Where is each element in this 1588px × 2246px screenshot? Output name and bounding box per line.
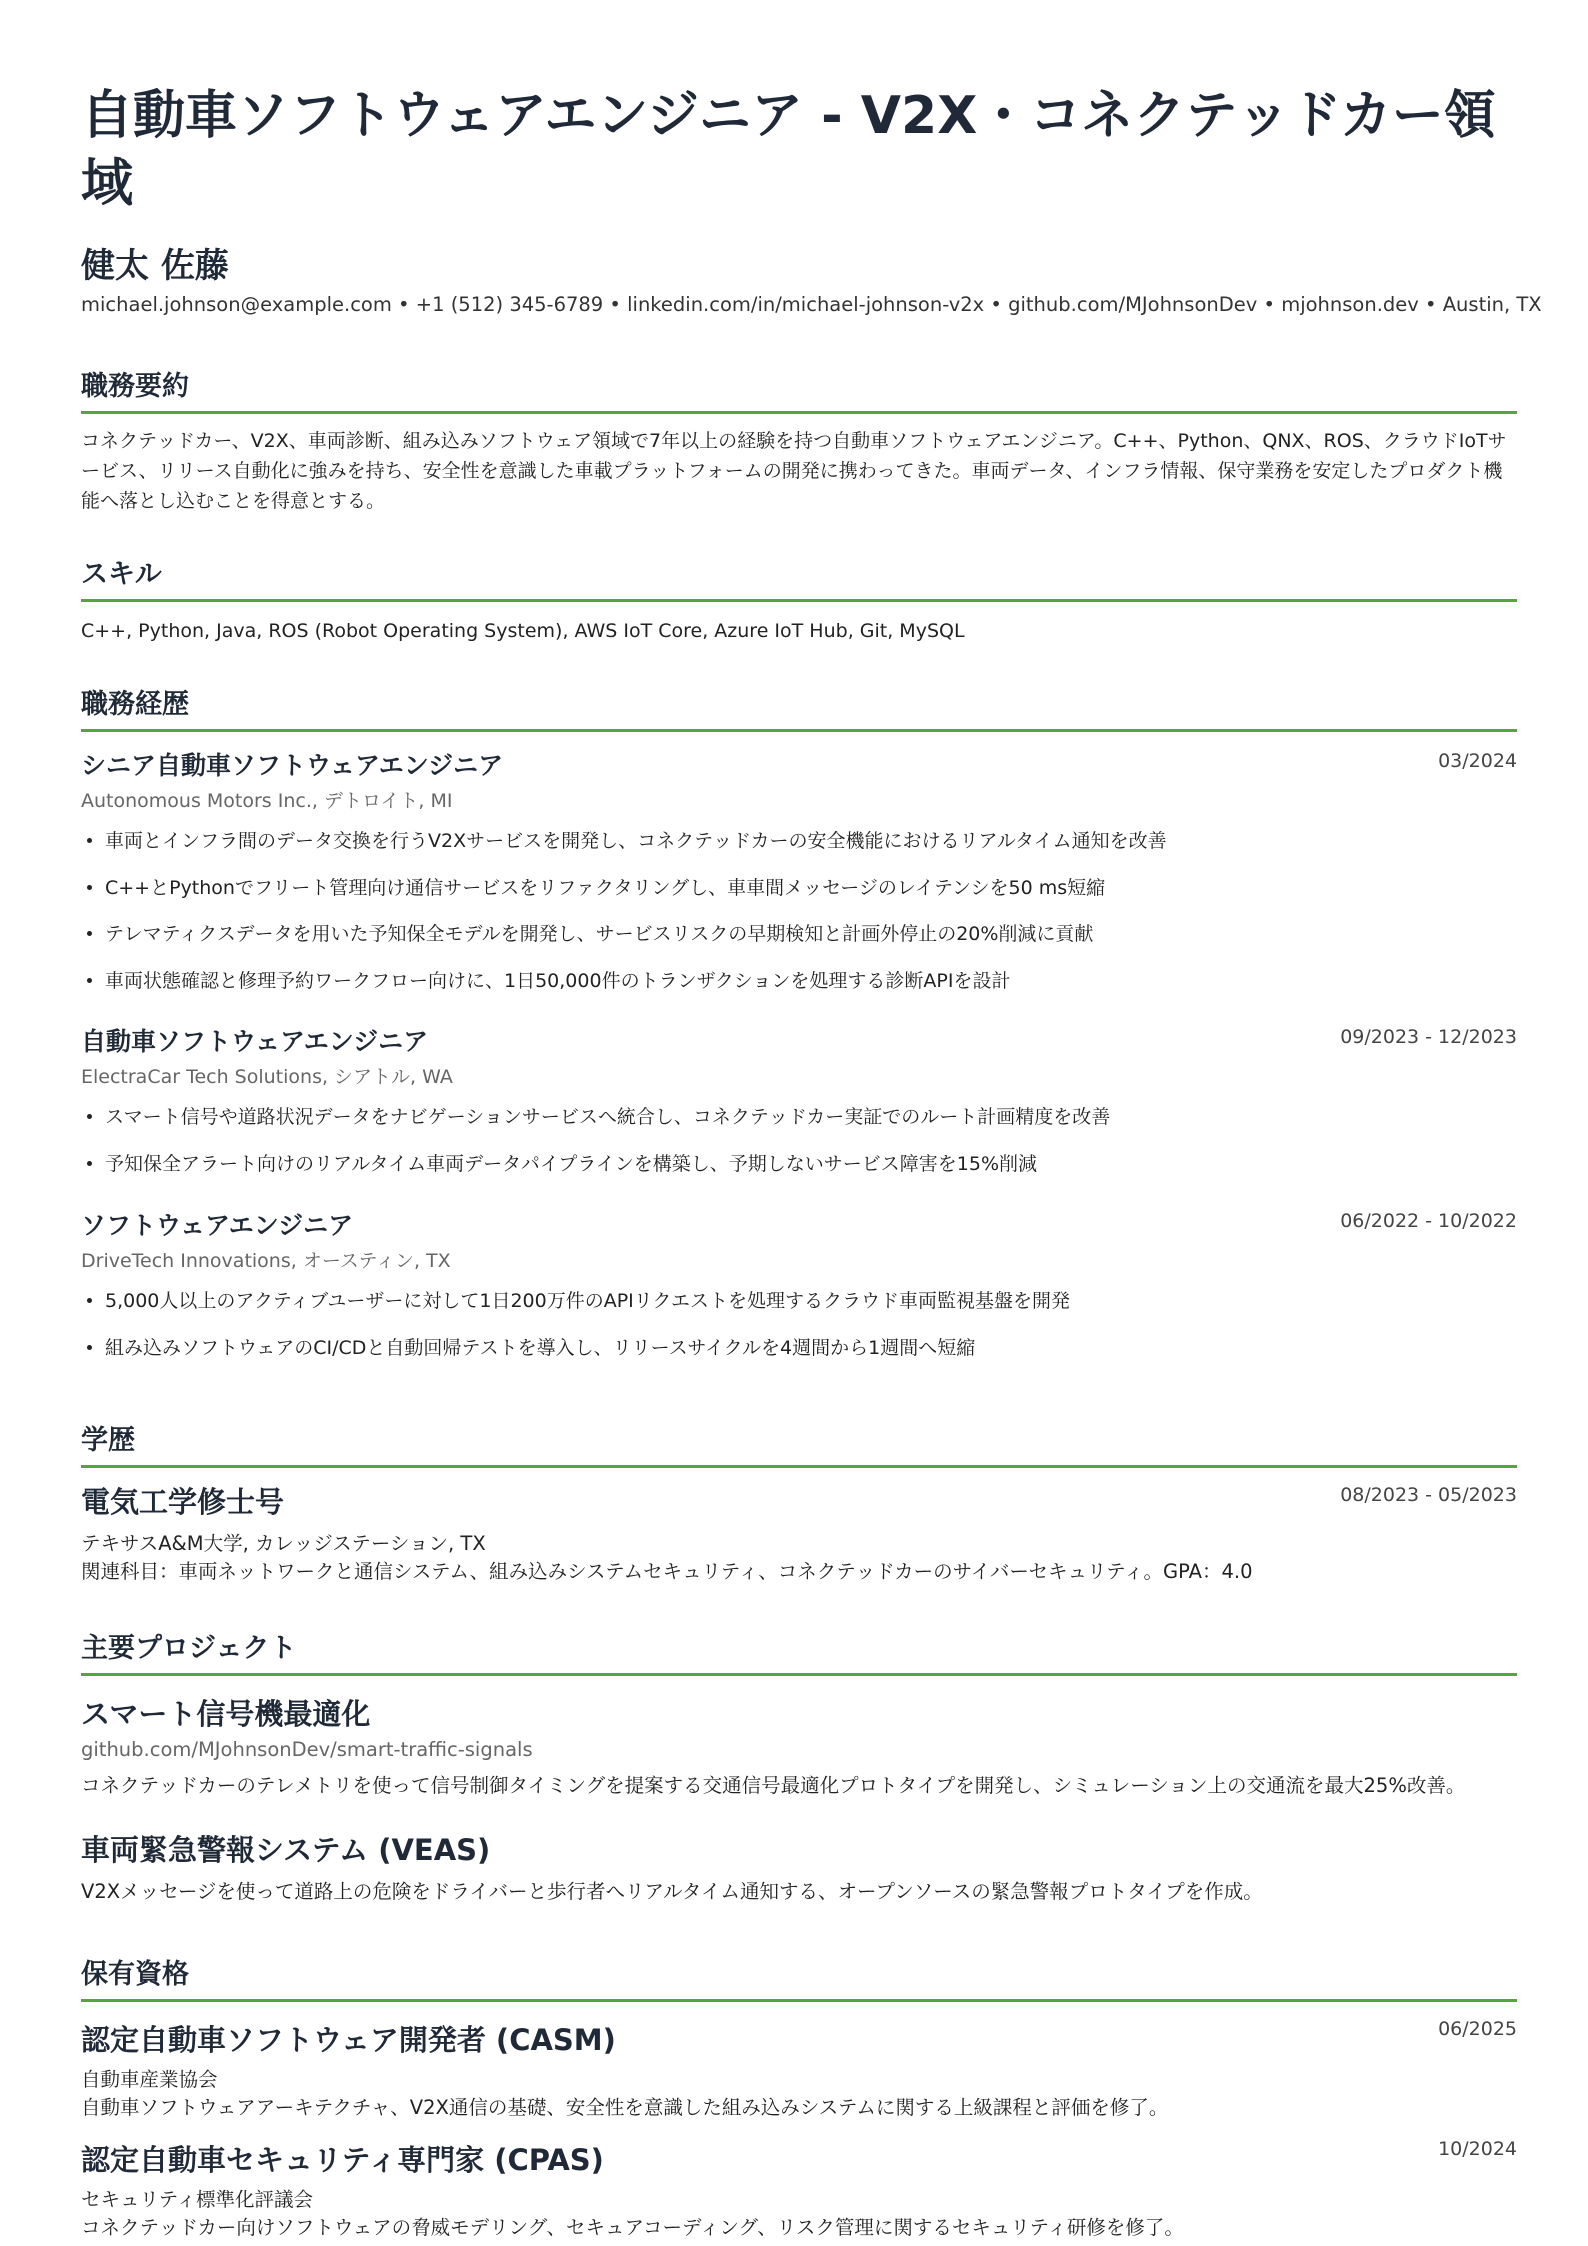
school-name: テキサスA&M大学, カレッジステーション, TX bbox=[81, 1532, 486, 1555]
list-item: 組み込みソフトウェアのCI/CDと自動回帰テストを導入し、リリースサイクルを4週間から1週間へ短縮 bbox=[81, 1325, 1517, 1372]
section-heading-skills: スキル bbox=[81, 552, 1517, 602]
job-date: 09/2023 - 12/2023 bbox=[1340, 1026, 1517, 1048]
resume-title: 自動車ソフトウェアエンジニア - V2X・コネクテッドカー領域 bbox=[81, 86, 1496, 214]
list-item: 車両とインフラ間のデータ交換を行うV2Xサービスを開発し、コネクテッドカーの安全機能におけるリアルタイム通知を改善 bbox=[81, 818, 1517, 865]
list-item: テレマティクスデータを用いた予知保全モデルを開発し、サービスリスクの早期検知と計画外停止の20%削減に貢献 bbox=[81, 911, 1517, 958]
bullet-icon bbox=[87, 885, 92, 890]
summary-text: コネクテッドカー、V2X、車両診断、組み込みソフトウェア領域で7年以上の経験を持つ自動車ソフトウェアエンジニア。C++、Python、QNX、ROS、クラウドIoTサービス、リリース自動化に強みを持ち、安全性を意識した車載プラットフォームの開発に携わってきた。車両データ、インフラ情報、保守業務を安定したプロダクト機能へ落とし込むことを得意とする。 bbox=[81, 430, 1507, 512]
job-title: 自動車ソフトウェアエンジニア bbox=[81, 1027, 429, 1056]
certification-issuer: 自動車産業協会 bbox=[81, 2068, 218, 2091]
education-courses: 関連科目：車両ネットワークと通信システム、組み込みシステムセキュリティ、コネクテッドカーのサイバーセキュリティ。GPA：4.0 bbox=[81, 1560, 1253, 1583]
list-item: 車両状態確認と修理予約ワークフロー向けに、1日50,000件のトランザクションを処理する診断APIを設計 bbox=[81, 958, 1517, 1005]
candidate-name: 健太 佐藤 bbox=[81, 246, 229, 286]
section-heading-summary: 職務要約 bbox=[81, 364, 1517, 414]
certification-description: コネクテッドカー向けソフトウェアの脅威モデリング、セキュアコーディング、リスク管理に関するセキュリティ研修を修了。 bbox=[81, 2216, 1184, 2239]
education-date: 08/2023 - 05/2023 bbox=[1340, 1484, 1517, 1506]
job-company: ElectraCar Tech Solutions, シアトル, WA bbox=[81, 1066, 453, 1088]
skills-text: C++, Python, Java, ROS (Robot Operating System), AWS IoT Core, Azure IoT Hub, Git, MySQL bbox=[81, 620, 965, 642]
job-bullets bbox=[81, 818, 1517, 1004]
job-bullets bbox=[81, 1094, 1517, 1187]
bullet-icon bbox=[87, 978, 92, 983]
project-description: V2Xメッセージを使って道路上の危険をドライバーと歩行者へリアルタイム通知する、オープンソースの緊急警報プロトタイプを作成。 bbox=[81, 1880, 1263, 1903]
project-title: スマート信号機最適化 bbox=[81, 1697, 371, 1731]
job-date: 03/2024 bbox=[1438, 750, 1517, 772]
bullet-icon bbox=[87, 838, 92, 843]
certification-description: 自動車ソフトウェアアーキテクチャ、V2X通信の基礎、安全性を意識した組み込みシステムに関する上級課程と評価を修了。 bbox=[81, 2096, 1169, 2119]
bullet-icon bbox=[87, 931, 92, 936]
project-title: 車両緊急警報システム (VEAS) bbox=[81, 1833, 491, 1867]
bullet-icon bbox=[87, 1345, 92, 1350]
degree-title: 電気工学修士号 bbox=[81, 1485, 285, 1519]
contact-line: michael.johnson@example.com • +1 (512) 345-6789 • linkedin.com/in/michael-johnson-v2x • github.com/MJohnsonDev • mjohnson.dev • Austin, TX bbox=[81, 293, 1542, 316]
section-heading-certifications: 保有資格 bbox=[81, 1952, 1517, 2002]
certification-date: 06/2025 bbox=[1438, 2018, 1517, 2040]
project-link[interactable]: github.com/MJohnsonDev/smart-traffic-signals bbox=[81, 1738, 533, 1761]
list-item: C++とPythonでフリート管理向け通信サービスをリファクタリングし、車車間メッセージのレイテンシを50 ms短縮 bbox=[81, 865, 1517, 912]
project-description: コネクテッドカーのテレメトリを使って信号制御タイミングを提案する交通信号最適化プロトタイプを開発し、シミュレーション上の交通流を最大25%改善。 bbox=[81, 1774, 1466, 1797]
job-company: Autonomous Motors Inc., デトロイト, MI bbox=[81, 790, 453, 812]
certification-date: 10/2024 bbox=[1438, 2138, 1517, 2160]
bullet-icon bbox=[87, 1298, 92, 1303]
job-title: ソフトウェアエンジニア bbox=[81, 1211, 354, 1240]
job-company: DriveTech Innovations, オースティン, TX bbox=[81, 1250, 451, 1272]
list-item: 予知保全アラート向けのリアルタイム車両データパイプラインを構築し、予期しないサービス障害を15%削減 bbox=[81, 1141, 1517, 1188]
job-title: シニア自動車ソフトウェアエンジニア bbox=[81, 751, 504, 780]
section-heading-projects: 主要プロジェクト bbox=[81, 1626, 1517, 1676]
job-date: 06/2022 - 10/2022 bbox=[1340, 1210, 1517, 1232]
list-item: スマート信号や道路状況データをナビゲーションサービスへ統合し、コネクテッドカー実証でのルート計画精度を改善 bbox=[81, 1094, 1517, 1141]
job-bullets bbox=[81, 1278, 1517, 1371]
section-heading-education: 学歴 bbox=[81, 1418, 1517, 1468]
certification-issuer: セキュリティ標準化評議会 bbox=[81, 2188, 314, 2211]
bullet-icon bbox=[87, 1161, 92, 1166]
bullet-icon bbox=[87, 1114, 92, 1119]
section-heading-experience: 職務経歴 bbox=[81, 682, 1517, 732]
list-item: 5,000人以上のアクティブユーザーに対して1日200万件のAPIリクエストを処理するクラウド車両監視基盤を開発 bbox=[81, 1278, 1517, 1325]
certification-title: 認定自動車セキュリティ専門家 (CPAS) bbox=[81, 2143, 604, 2177]
certification-title: 認定自動車ソフトウェア開発者 (CASM) bbox=[81, 2023, 616, 2057]
